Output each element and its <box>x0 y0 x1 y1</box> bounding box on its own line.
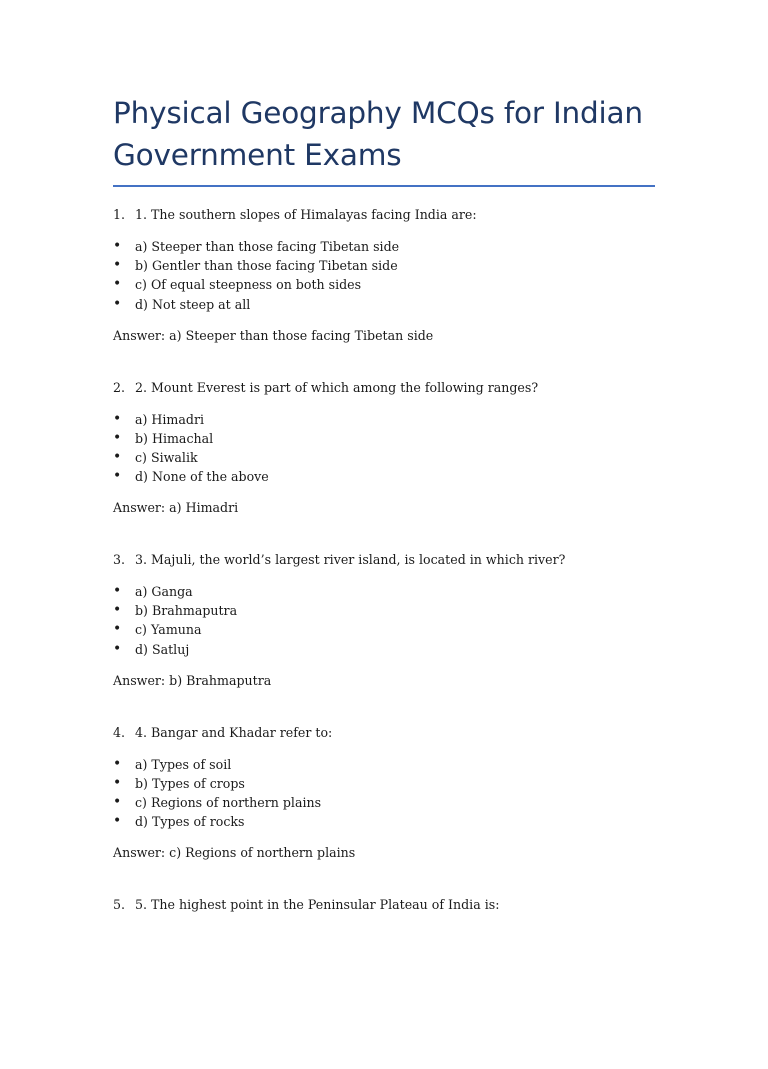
option-list <box>113 582 658 659</box>
question-1 <box>113 206 658 379</box>
bullet-icon: • <box>113 429 122 446</box>
option-text: d) Types of rocks <box>135 814 245 830</box>
option-text: d) Not steep at all <box>135 296 251 312</box>
question-line <box>113 724 658 742</box>
option-text: c) Siwalik <box>135 449 198 465</box>
bullet-icon: • <box>113 295 122 312</box>
bullet-icon: • <box>113 793 122 810</box>
option-text: a) Types of soil <box>135 756 232 772</box>
question-number: 4. <box>113 724 126 740</box>
question-line <box>113 551 658 569</box>
option-item <box>113 640 658 659</box>
question-text: 4. Bangar and Khadar refer to: <box>135 724 333 740</box>
question-number: 3. <box>113 552 126 567</box>
question-line <box>113 379 658 397</box>
option-item <box>113 582 658 601</box>
option-text: a) Himadri <box>135 411 204 427</box>
option-text: b) Gentler than those facing Tibetan side <box>135 258 398 274</box>
question-line <box>113 206 658 224</box>
option-item <box>113 295 658 314</box>
option-text: d) None of the above <box>135 469 269 485</box>
question-2 <box>113 379 658 552</box>
question-text: 3. Majuli, the world’s largest river island, is located in which river? <box>135 552 566 567</box>
answer-text: Answer: b) Brahmaputra <box>113 672 272 688</box>
option-item <box>113 410 658 429</box>
option-text: c) Regions of northern plains <box>135 794 322 810</box>
title-underline <box>113 185 655 187</box>
bullet-icon: • <box>113 774 122 791</box>
question-3 <box>113 551 658 724</box>
question-list <box>113 206 658 1069</box>
question-number: 5. <box>113 897 126 912</box>
question-text: 5. The highest point in the Peninsular Plateau of India is: <box>135 897 500 912</box>
option-item <box>113 774 658 793</box>
document-page <box>113 92 658 1069</box>
answer-text: Answer: c) Regions of northern plains <box>113 845 356 861</box>
option-text: c) Yamuna <box>135 622 202 638</box>
question-4 <box>113 724 658 897</box>
bullet-icon: • <box>113 257 122 274</box>
bullet-icon: • <box>113 276 122 293</box>
option-item <box>113 429 658 448</box>
question-5 <box>113 896 658 1069</box>
option-item <box>113 448 658 467</box>
bullet-icon: • <box>113 621 122 638</box>
answer-text: Answer: a) Steeper than those facing Tibetan side <box>113 327 434 343</box>
option-text: a) Steeper than those facing Tibetan side <box>135 239 400 254</box>
option-item <box>113 237 658 256</box>
option-text: a) Ganga <box>135 584 193 599</box>
answer-text: Answer: a) Himadri <box>113 500 239 516</box>
option-item <box>113 256 658 275</box>
option-list <box>113 755 658 832</box>
option-text: c) Of equal steepness on both sides <box>135 277 362 293</box>
option-item <box>113 467 658 486</box>
bullet-icon: • <box>113 602 122 619</box>
option-list <box>113 237 658 314</box>
bullet-icon: • <box>113 238 122 254</box>
option-item <box>113 793 658 812</box>
bullet-icon: • <box>113 640 122 657</box>
question-number: 2. <box>113 379 126 395</box>
question-text: 2. Mount Everest is part of which among the following ranges? <box>135 379 539 395</box>
option-item <box>113 755 658 774</box>
bullet-icon: • <box>113 583 122 599</box>
option-item <box>113 275 658 294</box>
bullet-icon: • <box>113 468 122 485</box>
option-item <box>113 620 658 639</box>
bullet-icon: • <box>113 813 122 830</box>
bullet-icon: • <box>113 410 122 427</box>
question-number: 1. <box>113 207 126 222</box>
option-list <box>113 410 658 487</box>
option-item <box>113 812 658 831</box>
option-text: b) Types of crops <box>135 775 245 791</box>
question-line <box>113 896 658 914</box>
bullet-icon: • <box>113 448 122 465</box>
option-text: d) Satluj <box>135 641 190 657</box>
question-text: 1. The southern slopes of Himalayas facing India are: <box>135 207 477 222</box>
option-item <box>113 601 658 620</box>
document-title: Physical Geography MCQs for Indian Government Exams <box>113 96 643 172</box>
option-text: b) Himachal <box>135 430 214 446</box>
option-text: b) Brahmaputra <box>135 603 238 619</box>
bullet-icon: • <box>113 755 122 772</box>
